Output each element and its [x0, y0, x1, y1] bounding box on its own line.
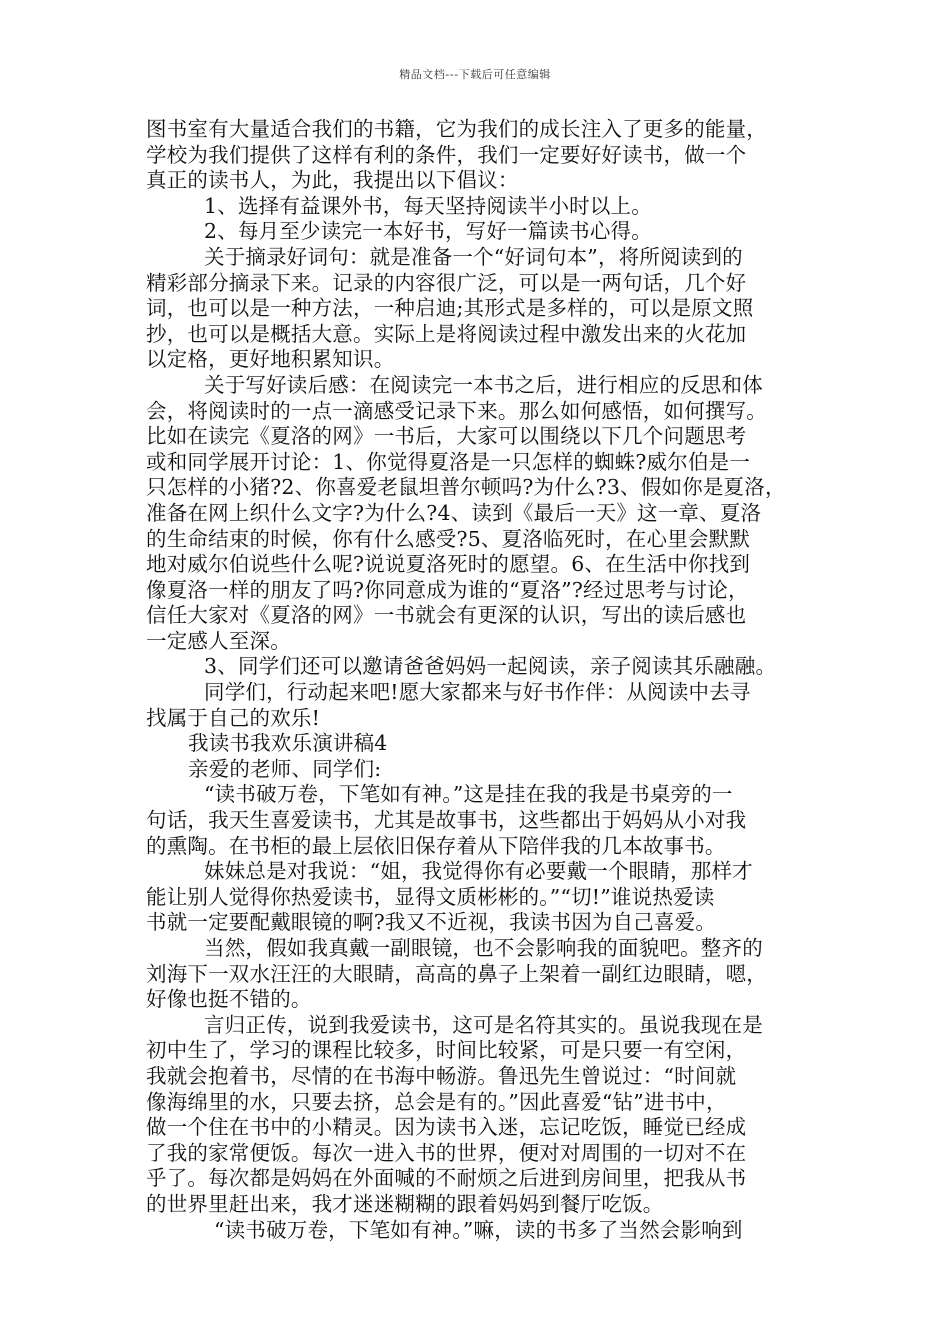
document-body	[146, 117, 810, 1243]
text-line: 关于写好读后感：在阅读完一本书之后，进行相应的反思和体	[204, 372, 763, 397]
text-line: 学校为我们提供了这样有利的条件，我们一定要好好读书，做一个	[146, 142, 747, 167]
text-line: 准备在网上织什么文字?为什么?4、读到《最后一天》这一章、夏洛	[146, 500, 762, 525]
text-line: 我就会抱着书，尽情的在书海中畅游。鲁迅先生曾说过：“时间就	[146, 1063, 737, 1088]
text-line: 同学们，行动起来吧!愿大家都来与好书作伴：从阅读中去寻	[204, 680, 751, 705]
text-line: 像夏洛一样的朋友了吗?你同意成为谁的“夏洛”?经过思考与讨论，	[146, 577, 749, 602]
text-line: 3、同学们还可以邀请爸爸妈妈一起阅读，亲子阅读其乐融融。	[204, 654, 777, 679]
text-line: 只怎样的小猪?2、你喜爱老鼠坦普尔顿吗?为什么?3、假如你是夏洛，	[146, 475, 786, 500]
text-line: 精彩部分摘录下来。记录的内容很广泛，可以是一两句话，几个好	[146, 270, 747, 295]
text-line: 的熏陶。在书柜的最上层依旧保存着从下陪伴我的几本故事书。	[146, 833, 726, 858]
salutation: 亲爱的老师、同学们:	[188, 756, 382, 781]
text-line: 的世界里赶出来，我才迷迷糊糊的跟着妈妈到餐厅吃饭。	[146, 1191, 664, 1216]
text-line: 词，也可以是一种方法，一种启迪;其形式是多样的，可以是原文照	[146, 296, 754, 321]
text-line: 能让别人觉得你热爱读书，显得文质彬彬的。”“切!”谁说热爱读	[146, 884, 715, 909]
text-line: 初中生了，学习的课程比较多，时间比较紧，可是只要一有空闲，	[146, 1038, 747, 1063]
text-line: 做一个住在书中的小精灵。因为读书入迷，忘记吃饭，睡觉已经成	[146, 1115, 747, 1140]
text-line: 地对威尔伯说些什么呢?说说夏洛死时的愿望。6、在生活中你找到	[146, 552, 751, 577]
section-heading: 我读书我欢乐演讲稿4	[188, 731, 388, 756]
text-line: 书就一定要配戴眼镜的啊?我又不近视，我读书因为自己喜爱。	[146, 910, 717, 935]
text-line: 抄，也可以是概括大意。实际上是将阅读过程中激发出来的火花加	[146, 321, 747, 346]
text-line: 刘海下一双水汪汪的大眼睛，高高的鼻子上架着一副红边眼睛，嗯，	[146, 961, 767, 986]
text-line: 了我的家常便饭。每次一进入书的世界，便对对周围的一切对不在	[146, 1140, 747, 1165]
page-header: 精品文档---下载后可任意编辑	[399, 68, 551, 81]
text-line: 当然，假如我真戴一副眼镜，也不会影响我的面貌吧。整齐的	[204, 936, 763, 960]
text-line: 找属于自己的欢乐!	[146, 705, 321, 730]
text-line: 妹妹总是对我说：“姐，我觉得你有必要戴一个眼睛，那样才	[204, 859, 753, 884]
text-line: 像海绵里的水，只要去挤，总会是有的。”因此喜爱“钻”进书中，	[146, 1089, 727, 1114]
text-line: “读书破万卷，下笔如有神。”嘛，读的书多了当然会影响到	[214, 1217, 743, 1242]
text-line: 以定格，更好地积累知识。	[146, 347, 395, 372]
text-line: 比如在读完《夏洛的网》一书后，大家可以围绕以下几个问题思考	[146, 424, 747, 449]
text-line: 1、选择有益课外书，每天坚持阅读半小时以上。	[204, 193, 652, 218]
text-line: 信任大家对《夏洛的网》一书就会有更深的认识，写出的读后感也	[146, 603, 747, 628]
text-line: 会，将阅读时的一点一滴感受记录下来。那么如何感悟，如何撰写。	[146, 398, 767, 423]
text-line: 言归正传，说到我爱读书，这可是名符其实的。虽说我现在是	[204, 1012, 763, 1037]
text-line: 图书室有大量适合我们的书籍，它为我们的成长注入了更多的能量，	[146, 117, 767, 141]
text-line: “读书破万卷，下笔如有神。”这是挂在我的我是书桌旁的一	[204, 782, 733, 807]
text-line: 关于摘录好词句：就是准备一个“好词句本”，将所阅读到的	[204, 244, 743, 269]
text-line: 真正的读书人，为此，我提出以下倡议：	[146, 168, 519, 193]
text-line: 的生命结束的时候，你有什么感受?5、夏洛临死时，在心里会默默	[146, 526, 751, 551]
text-line: 乎了。每次都是妈妈在外面喊的不耐烦之后进到房间里，把我从书	[146, 1166, 747, 1191]
text-line: 句话，我天生喜爱读书，尤其是故事书，这些都出于妈妈从小对我	[146, 808, 747, 833]
text-line: 好像也挺不错的。	[146, 987, 312, 1012]
text-line: 一定感人至深。	[146, 628, 291, 653]
text-line: 2、每月至少读完一本好书，写好一篇读书心得。	[204, 219, 652, 244]
text-line: 或和同学展开讨论：1、你觉得夏洛是一只怎样的蜘蛛?威尔伯是一	[146, 449, 751, 474]
